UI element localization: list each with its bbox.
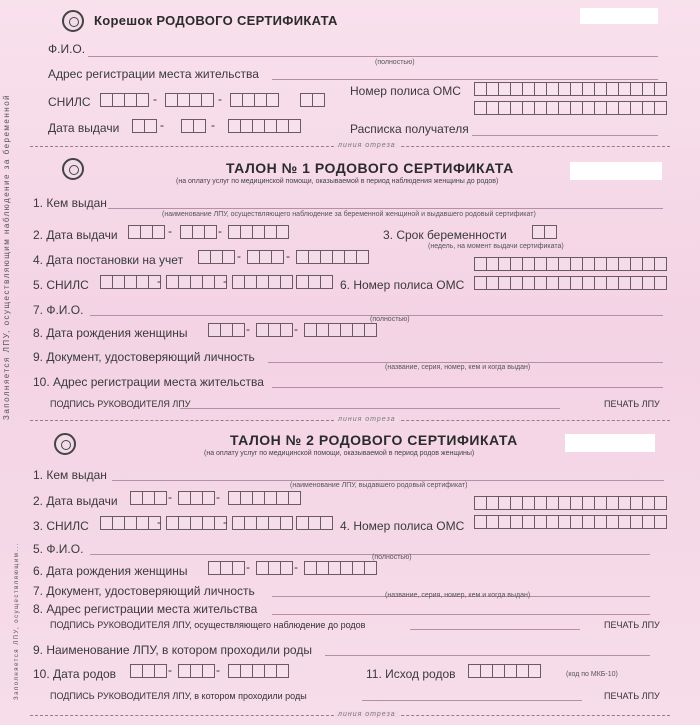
talon1-subtitle: (на оплату услуг по медицинской помощи, оказываемой в период наблюдения женщины до родов) [176,178,499,185]
t1-stamp-label: ПЕЧАТЬ ЛПУ [604,399,660,409]
t1-address-label: 10. Адрес регистрации места жительства [33,375,264,389]
stub-address-label: Адрес регистрации места жительства [48,67,259,81]
fss-logo-icon-3 [54,433,76,455]
t1-reg-month[interactable] [247,250,283,264]
stub-snils-1[interactable] [100,93,148,107]
t1-oms-label: 6. Номер полиса ОМС [340,278,465,292]
t2-delivery-year[interactable] [228,664,288,678]
t2-outcome-label: 11. Исход родов [366,667,456,681]
t2-snils-label: 3. СНИЛС [33,519,89,533]
t1-snils-1[interactable] [100,275,160,289]
stub-date-month[interactable] [181,119,205,133]
t1-fio-note: (полностью) [370,316,410,323]
t1-fio-label: 7. Ф.И.О. [33,303,84,317]
t2-address-label: 8. Адрес регистрации места жительства [33,602,258,616]
fss-logo-icon-2 [62,158,84,180]
stub-fio-label: Ф.И.О. [48,42,86,56]
stub-oms-row2[interactable] [474,101,666,115]
t2-stamp2-label: ПЕЧАТЬ ЛПУ [604,691,660,701]
t2-delivery-month[interactable] [178,664,214,678]
talon1-title: ТАЛОН № 1 РОДОВОГО СЕРТИФИКАТА [226,160,514,176]
t2-id-document-label: 7. Документ, удостоверяющий личность [33,584,255,598]
t2-issued-by-label: 1. Кем выдан [33,468,107,482]
t2-id-document-note: (название, серия, номер, кем и когда выдан) [385,592,531,599]
t1-oms-row2[interactable] [474,276,666,290]
stub-date-day[interactable] [132,119,156,133]
t1-registration-date-label: 4. Дата постановки на учет [33,253,184,267]
t2-issue-year[interactable] [228,491,300,505]
stub-snils-3[interactable] [230,93,278,107]
t1-issue-year[interactable] [228,225,288,239]
stub-date-year[interactable] [228,119,300,133]
t1-reg-day[interactable] [198,250,234,264]
t1-pregnancy-term-boxes[interactable] [532,225,556,239]
stub-oms-label: Номер полиса ОМС [350,84,461,98]
t1-snils-2[interactable] [166,275,226,289]
t1-birth-year[interactable] [304,323,376,337]
stub-title: Корешок РОДОВОГО СЕРТИФИКАТА [94,13,338,28]
t1-signature-label: ПОДПИСЬ РУКОВОДИТЕЛЯ ЛПУ [50,399,191,409]
talon2-subtitle: (на оплату услуг по медицинской помощи, оказываемой в период родов женщины) [204,450,475,457]
t2-snils-3[interactable] [232,516,292,530]
talon2-title: ТАЛОН № 2 РОДОВОГО СЕРТИФИКАТА [230,432,518,448]
t2-stamp1-label: ПЕЧАТЬ ЛПУ [604,620,660,630]
t2-birth-day[interactable] [208,561,244,575]
t1-issue-day[interactable] [128,225,164,239]
t2-oms-row1[interactable] [474,496,666,510]
side-text-2: Заполняется ЛПУ, осуществляющим... [14,542,20,700]
t2-fio-note: (полностью) [372,554,412,561]
stub-oms-row1[interactable] [474,82,666,96]
t1-pregnancy-term-note: (недель, на момент выдачи сертификата) [428,243,564,250]
stub-issue-date-label: Дата выдачи [48,121,120,135]
t1-id-document-note: (название, серия, номер, кем и когда выдан) [385,364,531,371]
t1-birth-date-label: 8. Дата рождения женщины [33,326,188,340]
t2-oms-label: 4. Номер полиса ОМС [340,519,465,533]
t2-birth-date-label: 6. Дата рождения женщины [33,564,188,578]
t2-signature1-label: ПОДПИСЬ РУКОВОДИТЕЛЯ ЛПУ, осуществляющего наблюдение до родов [50,620,366,630]
t1-birth-day[interactable] [208,323,244,337]
t1-snils-label: 5. СНИЛС [33,278,89,292]
t2-delivery-lpu-label: 9. Наименование ЛПУ, в котором проходили роды [33,643,312,657]
t2-snils-4[interactable] [296,516,332,530]
t1-reg-year[interactable] [296,250,368,264]
t2-snils-1[interactable] [100,516,160,530]
t2-issued-by-note: (наименование ЛПУ, выдавшего родовый сертификат) [290,482,468,489]
redacted-number-3 [565,434,655,452]
t2-issue-date-label: 2. Дата выдачи [33,494,118,508]
stub-snils-2[interactable] [165,93,213,107]
stub-snils-label: СНИЛС [48,95,91,109]
t1-snils-4[interactable] [296,275,332,289]
cut-line-3-label: линия отреза [335,711,399,718]
t1-issue-date-label: 2. Дата выдачи [33,228,118,242]
t1-pregnancy-term-label: 3. Срок беременности [383,228,507,242]
t2-oms-row2[interactable] [474,515,666,529]
cut-line-2-label: линия отреза [335,416,399,423]
t2-birth-month[interactable] [256,561,292,575]
stub-receipt-label: Расписка получателя [350,122,469,136]
fss-logo-icon [62,10,84,32]
stub-fio-note: (полностью) [375,59,415,66]
t2-birth-year[interactable] [304,561,376,575]
redacted-number-2 [570,162,662,180]
t1-issued-by-note: (наименование ЛПУ, осуществляющего наблюдение за беременной женщиной и выдавшего родовый сертификат) [162,211,536,218]
t1-snils-3[interactable] [232,275,292,289]
t2-issue-month[interactable] [178,491,214,505]
t2-delivery-day[interactable] [130,664,166,678]
redacted-number [580,8,658,24]
stub-snils-4[interactable] [300,93,324,107]
t2-fio-label: 5. Ф.И.О. [33,542,84,556]
t2-issue-day[interactable] [130,491,166,505]
t2-outcome-boxes[interactable] [468,664,540,678]
t1-issued-by-label: 1. Кем выдан [33,196,107,210]
t2-outcome-note: (код по МКБ-10) [566,671,618,678]
cut-line-1-label: линия отреза [335,142,399,149]
t1-issue-month[interactable] [180,225,216,239]
t1-birth-month[interactable] [256,323,292,337]
side-text: Заполняется ЛПУ, осуществляющим наблюдение за беременной [2,93,11,420]
t1-id-document-label: 9. Документ, удостоверяющий личность [33,350,255,364]
t1-oms-row1[interactable] [474,257,666,271]
t2-delivery-date-label: 10. Дата родов [33,667,117,681]
t2-signature2-label: ПОДПИСЬ РУКОВОДИТЕЛЯ ЛПУ, в котором проходили роды [50,691,307,701]
t2-snils-2[interactable] [166,516,226,530]
